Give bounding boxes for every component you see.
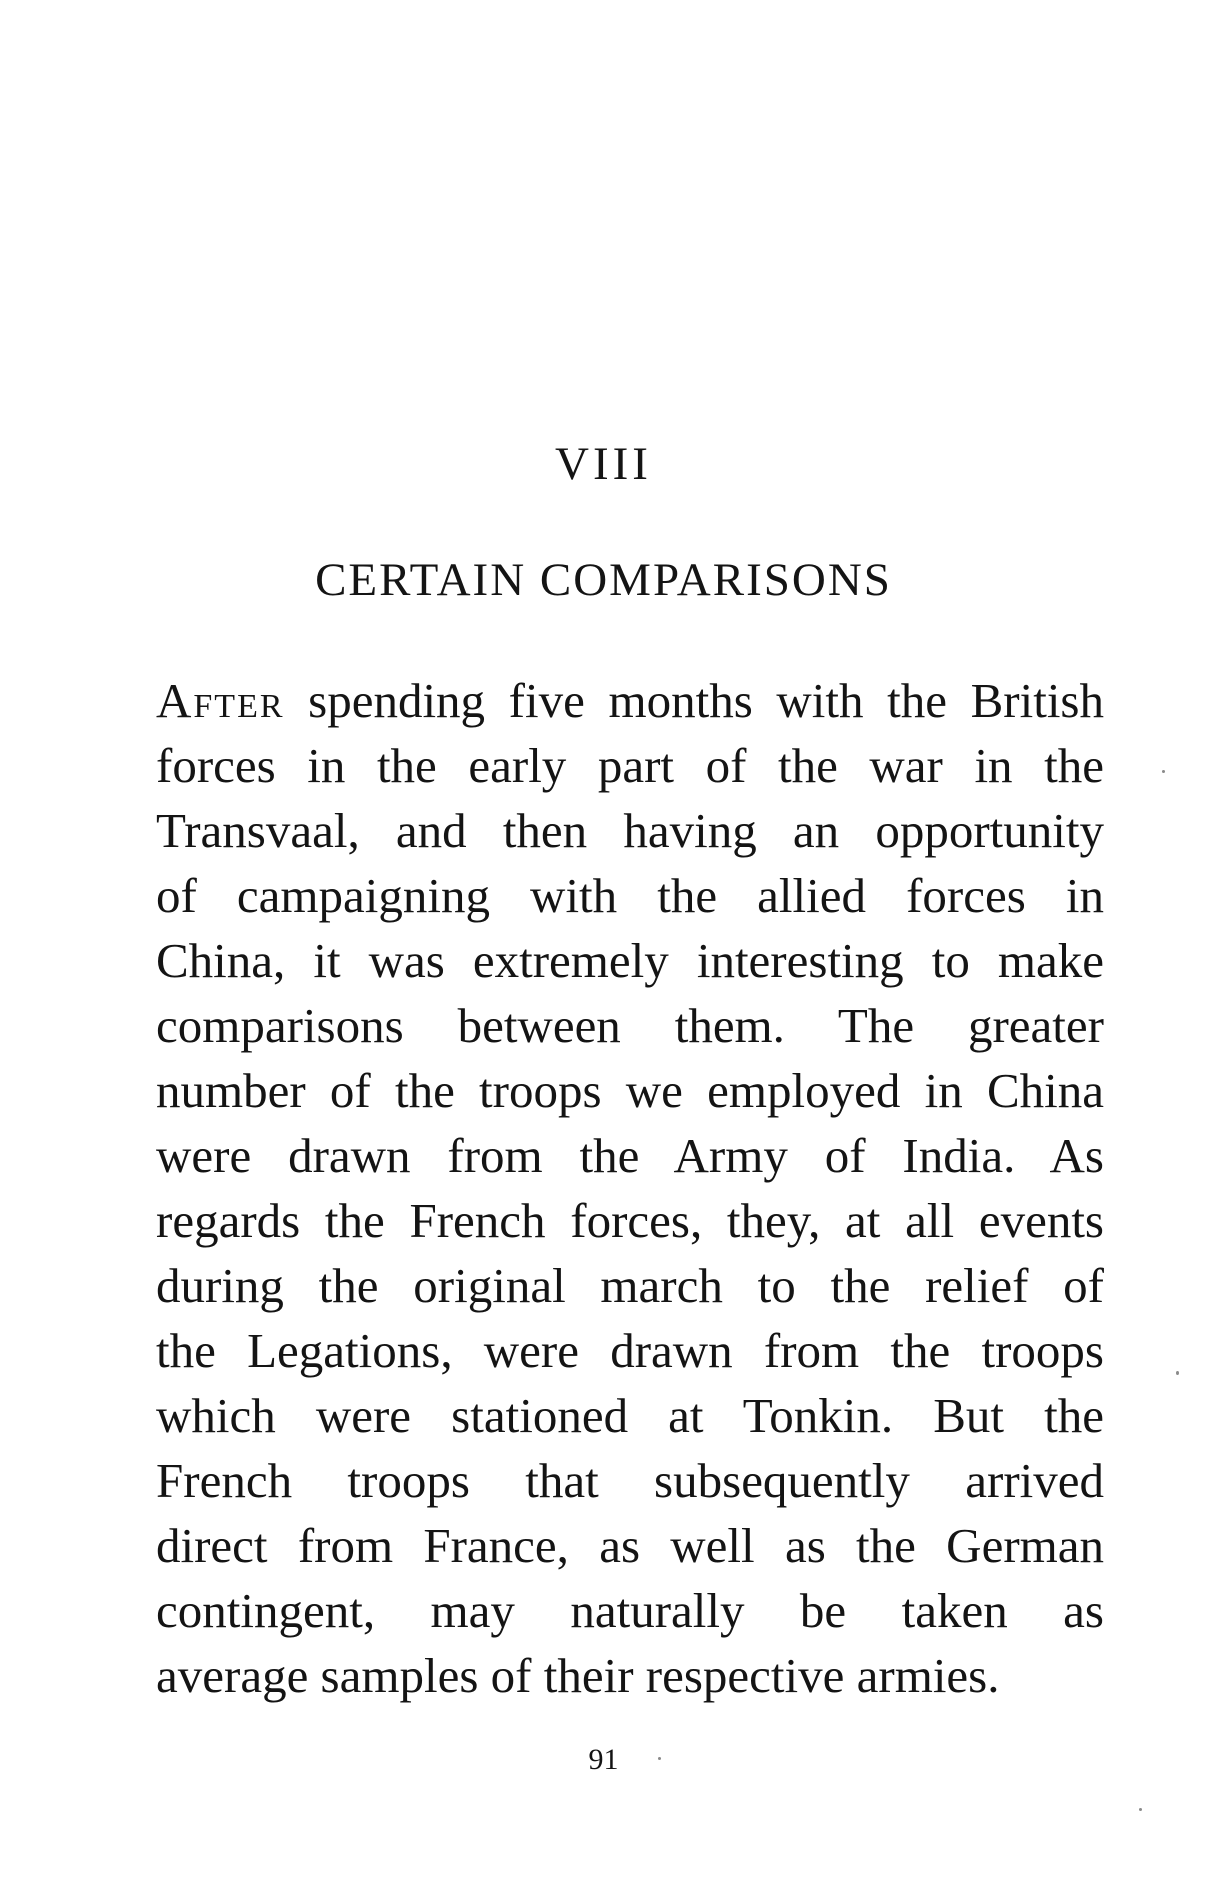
body-paragraph <box>156 668 1104 1708</box>
text-line: forces in the early part of the war in the <box>156 738 1104 793</box>
text-line: which were stationed at Tonkin. But the <box>156 1388 1104 1443</box>
text-line-content: spending five months with the British <box>284 673 1104 728</box>
text-line: contingent, may naturally be taken as <box>156 1583 1104 1638</box>
text-line: French troops that subsequently arrived <box>156 1453 1104 1508</box>
text-line: during the original march to the relief of <box>156 1258 1104 1313</box>
text-line: number of the troops we employed in China <box>156 1063 1104 1118</box>
text-line: comparisons between them. The greater <box>156 998 1104 1053</box>
text-line: Transvaal, and then having an opportunity <box>156 803 1104 858</box>
text-line: the Legations, were drawn from the troops <box>156 1323 1104 1378</box>
scan-speck <box>1139 1808 1142 1811</box>
chapter-number: VIII <box>555 438 652 490</box>
scan-speck <box>1162 770 1165 773</box>
text-line <box>156 668 1104 733</box>
page-number: 91 <box>588 1743 619 1776</box>
opening-word: After <box>156 673 285 728</box>
text-line: were drawn from the Army of India. As <box>156 1128 1104 1183</box>
text-line: average samples of their respective armies. <box>156 1648 1000 1703</box>
scan-speck <box>1176 1371 1179 1375</box>
text-line: of campaigning with the allied forces in <box>156 868 1104 923</box>
text-line: direct from France, as well as the German <box>156 1518 1104 1573</box>
text-line: China, it was extremely interesting to make <box>156 933 1104 988</box>
text-line: regards the French forces, they, at all events <box>156 1193 1104 1248</box>
scan-speck <box>658 1757 661 1760</box>
chapter-title: CERTAIN COMPARISONS <box>315 554 892 606</box>
